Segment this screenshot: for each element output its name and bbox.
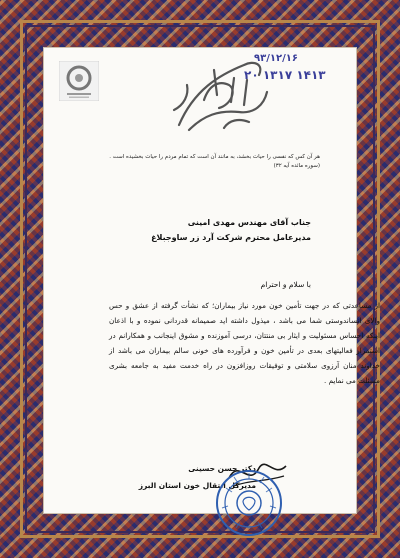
- official-stamp-icon: [214, 468, 284, 538]
- quote-line-2: (سوره مائده آیه ۳۲): [273, 163, 320, 169]
- letter-paper: [43, 47, 380, 514]
- organization-logo-icon: [59, 61, 99, 101]
- document-number: ۹۳/۱۲/۱۶: [254, 53, 298, 64]
- greeting: با سلام و احترام: [260, 280, 311, 289]
- signer-title: مدیرکل انتقال خون استان البرز: [138, 481, 256, 490]
- letter-body: از مساعدتی که در جهت تأمین خون مورد نیاز بیماران؛ که نشأت گرفته از عشق و حس والای انساندوستی شما می باشد ، میذول داشته اید صمیمانه قدردانی نموده و با اذعان اینکه احساس مسئولیت و ایثار بی منتتان، درسی آموزنده و مشوق اینجانب و همکارانم در استمرار فعالیتهای بعدی در تأمین خون و فرآورده های خونی سالم بیماران می باشد از خداوند منان آرزوی سلامتی و توفیقات روزافزون در راه خدمت مفید به جامعه بشری مسئلت می نمایم .: [109, 301, 380, 386]
- quote-line-1: هر آن کس که نفسی را حیات بخشد، به مانند آن است که تمام مردم را حیات بخشیده است .: [109, 154, 320, 160]
- document-date: ۱۴۱۳ ۱۳۱۷ ۲۰: [244, 68, 326, 82]
- calligraphy-emblem-icon: [159, 50, 279, 145]
- signer-name: دکتر حسن حسینی: [188, 464, 256, 473]
- recipient-block: [151, 215, 311, 245]
- quran-quote: [60, 153, 320, 171]
- recipient-name: جناب آقای مهندس مهدی امینی: [187, 218, 311, 227]
- recipient-title: مدیرعامل محترم شرکت آرد زر ساوجبلاغ: [151, 233, 311, 242]
